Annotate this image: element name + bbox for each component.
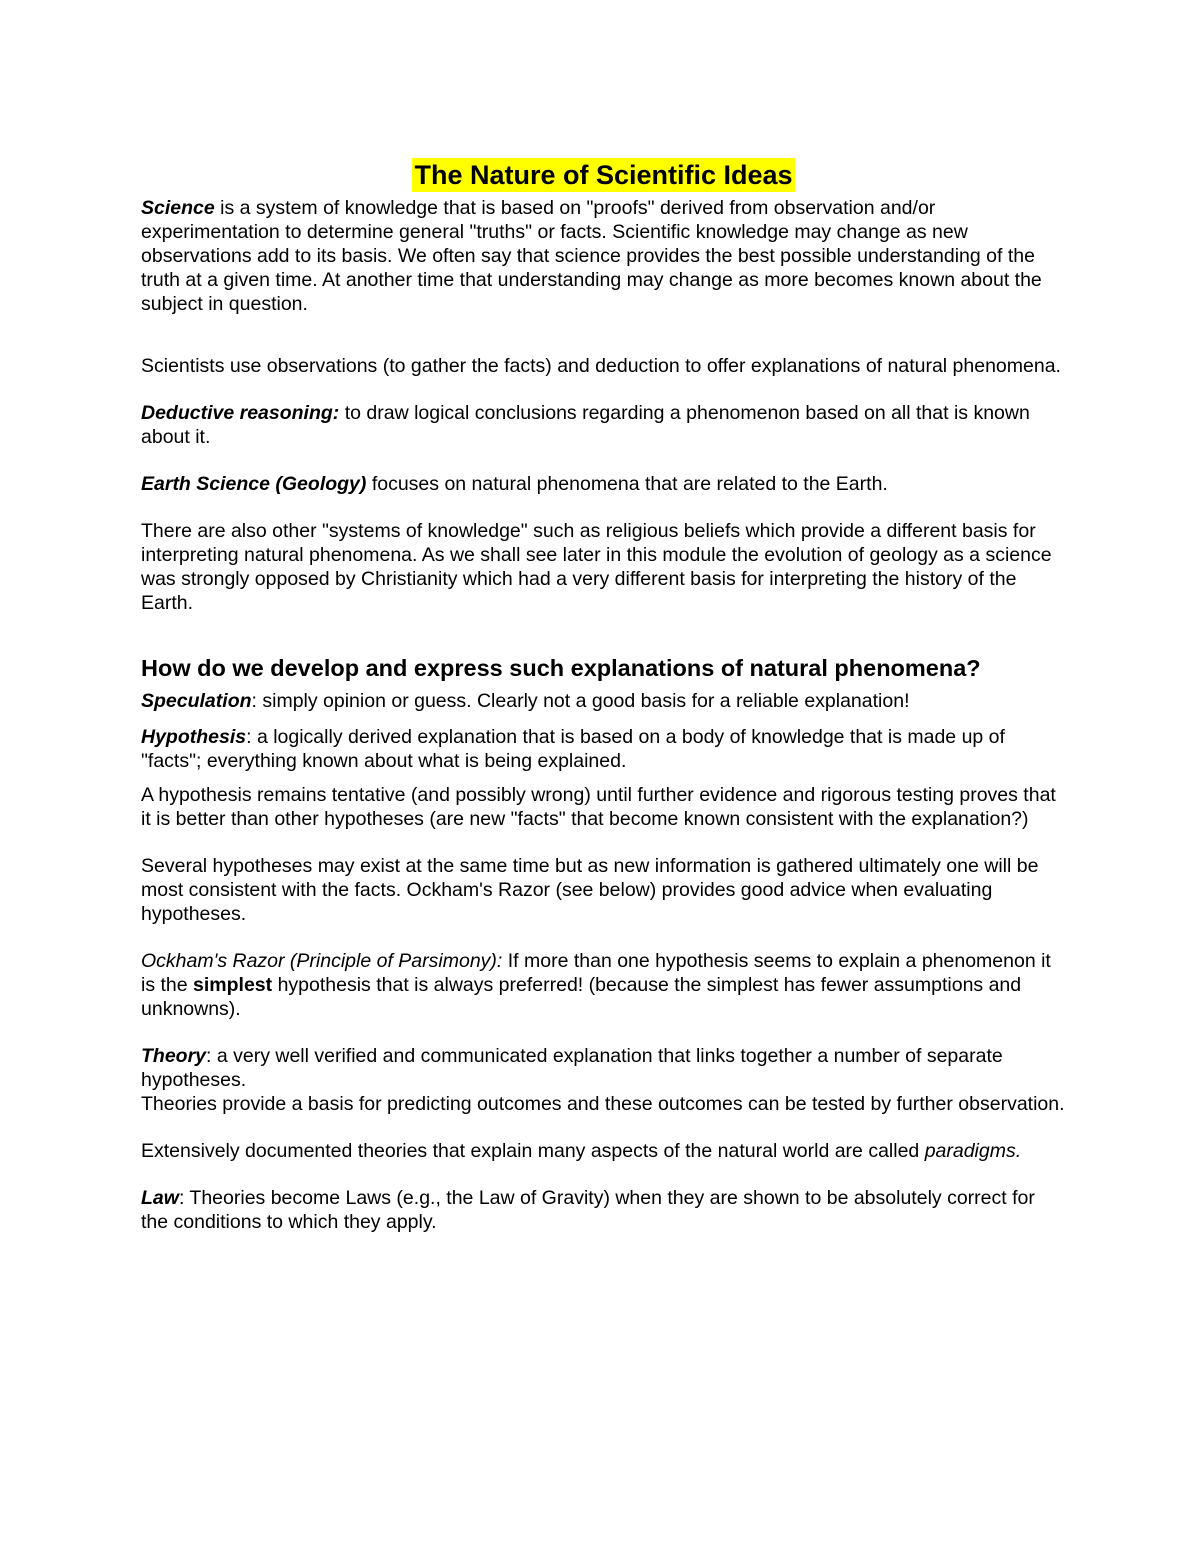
speculation-definition: : simply opinion or guess. Clearly not a good basis for a reliable explanation! bbox=[251, 690, 910, 712]
scientists-paragraph: Scientists use observations (to gather the facts) and deduction to offer explanations of natural phenomena. bbox=[141, 355, 1061, 377]
science-term: Science bbox=[141, 197, 215, 219]
paradigms-term: paradigms. bbox=[924, 1140, 1022, 1162]
paradigms-text: Extensively documented theories that explain many aspects of the natural world are called bbox=[141, 1140, 925, 1162]
ockham-term: Ockham's Razor (Principle of Parsimony): bbox=[141, 950, 503, 972]
ockham-paragraph bbox=[141, 949, 1066, 1021]
earth-science-definition: focuses on natural phenomena that are related to the Earth. bbox=[366, 473, 888, 495]
law-paragraph bbox=[141, 1186, 1066, 1234]
page-title: The Nature of Scientific Ideas bbox=[414, 160, 793, 190]
science-definition: is a system of knowledge that is based on "proofs" derived from observation and/or experimentation to determine general "truths" or facts. Scientific knowledge may change as new observations add to its basis. We often say that science provides the best possible understanding of the truth at a given time. At another time that understanding may change as more becomes known about the subject in question. bbox=[141, 197, 1042, 315]
deductive-term: Deductive reasoning: bbox=[141, 402, 340, 424]
ockham-simplest: simplest bbox=[193, 974, 273, 996]
earth-science-paragraph bbox=[141, 472, 1066, 496]
hypothesis-definition: : a logically derived explanation that is based on a body of knowledge that is made up of "facts"; everything known about what is being explained. bbox=[141, 726, 1005, 772]
section-heading: How do we develop and express such explanations of natural phenomena? bbox=[141, 655, 981, 681]
ockham-text-after: hypothesis that is always preferred! (because the simplest has fewer assumptions and unknowns). bbox=[141, 974, 1022, 1020]
theory-term: Theory bbox=[141, 1045, 207, 1067]
speculation-term: Speculation bbox=[141, 690, 252, 712]
theory-definition: : a very well verified and communicated explanation that links together a number of separate hypotheses. bbox=[141, 1045, 1003, 1091]
deductive-definition: to draw logical conclusions regarding a phenomenon based on all that is known about it. bbox=[141, 402, 1030, 448]
other-systems-paragraph: There are also other "systems of knowledge" such as religious beliefs which provide a different basis for interpreting natural phenomena. As we shall see later in this module the evolution of geology as a science was strongly opposed by Christianity which had a very different basis for interpreting the history of the Earth. bbox=[141, 520, 1052, 614]
speculation-paragraph bbox=[141, 689, 1066, 713]
deductive-paragraph bbox=[141, 401, 1066, 449]
ockham-text-before: If more than one hypothesis seems to explain a phenomenon it is the bbox=[141, 950, 1051, 996]
law-term: Law bbox=[141, 1187, 179, 1209]
title-container bbox=[141, 158, 1066, 192]
hypothesis-term: Hypothesis bbox=[141, 726, 247, 748]
several-hypotheses-paragraph: Several hypotheses may exist at the same time but as new information is gathered ultimately one will be most consistent with the facts. Ockham's Razor (see below) provides good advice when evaluating hypotheses. bbox=[141, 855, 1039, 925]
earth-science-term: Earth Science (Geology) bbox=[141, 473, 367, 495]
hypothesis-paragraph bbox=[141, 725, 1066, 773]
paradigms-paragraph bbox=[141, 1139, 1066, 1163]
science-paragraph bbox=[141, 196, 1066, 316]
theory-predictions: Theories provide a basis for predicting outcomes and these outcomes can be tested by further observation. bbox=[141, 1093, 1065, 1115]
tentative-paragraph: A hypothesis remains tentative (and possibly wrong) until further evidence and rigorous testing proves that it is better than other hypotheses (are new "facts" that become known consistent with the explanation?) bbox=[141, 784, 1056, 830]
document-page bbox=[141, 158, 1066, 1234]
theory-paragraph bbox=[141, 1044, 1066, 1092]
law-definition: : Theories become Laws (e.g., the Law of Gravity) when they are shown to be absolutely correct for the conditions to which they apply. bbox=[141, 1187, 1035, 1233]
